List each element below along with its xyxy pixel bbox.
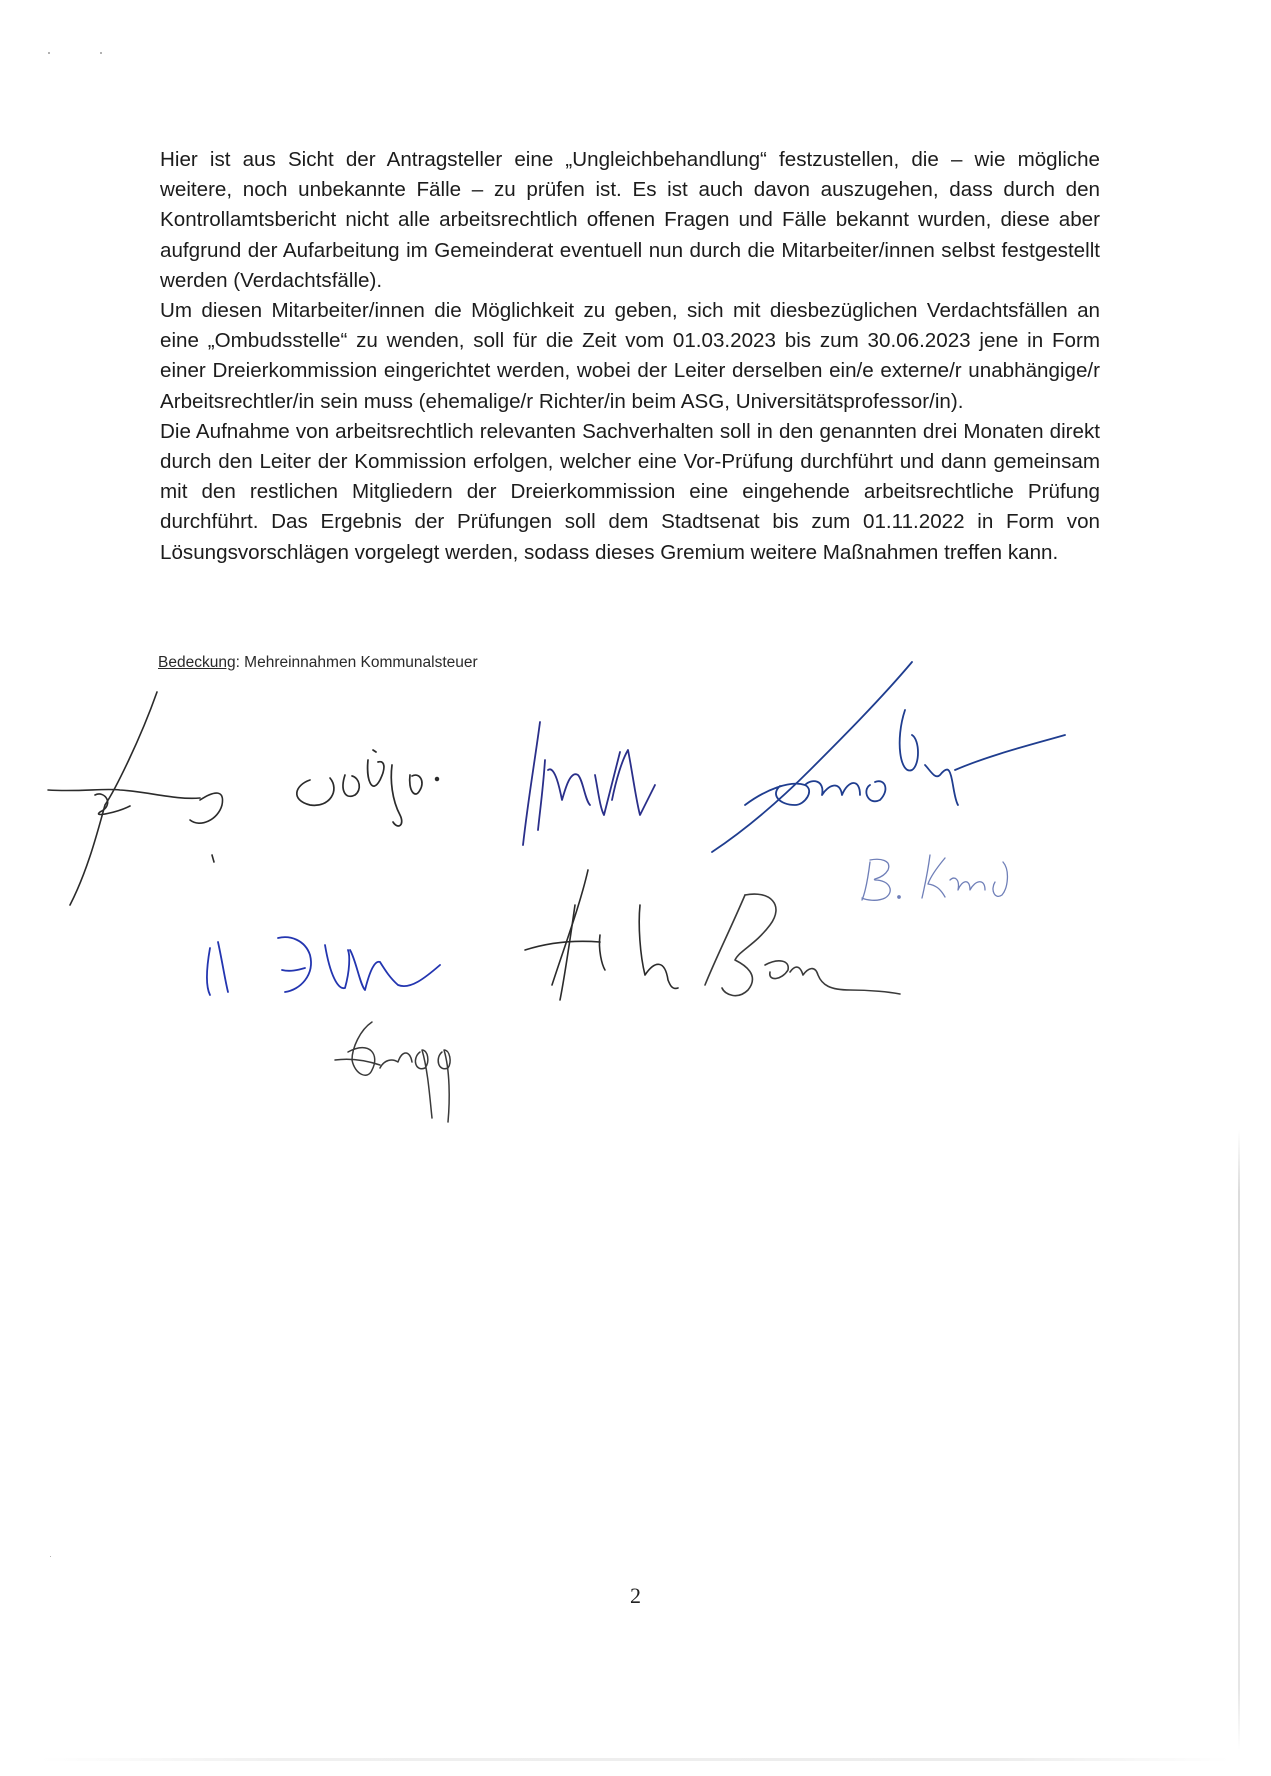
scan-edge (40, 1758, 1230, 1761)
signature-7 (525, 870, 678, 1000)
paragraph: Die Aufnahme von arbeitsrechtlich relevanten Sachverhalten soll in den genannten drei Monaten direkt durch den Leiter der Kommission erfolgen, welcher eine Vor-Prüfung durchführt und dann gemeinsam mit den restlichen Mitgliedern der Dreierkommission eine eingehende arbeitsrechtliche Prüfung durchführt. Das Ergebnis der Prüfungen soll dem Stadtsenat bis zum 01.11.2022 in Form von Lösungsvorschlägen vorgelegt werden, sodass dieses Gremium weitere Maßnahmen treffen kann. (160, 419, 1100, 564)
coverage-note (158, 654, 478, 672)
page-number: 2 (630, 1583, 641, 1608)
signature-9 (335, 1022, 450, 1122)
coverage-separator: : (235, 654, 240, 671)
signature-4 (712, 662, 1065, 852)
scan-speck (50, 1556, 51, 1557)
coverage-label: Bedeckung (158, 654, 236, 671)
signature-2 (297, 750, 439, 826)
scan-speck (100, 52, 102, 54)
signature-5 (862, 855, 1007, 900)
document-body (160, 145, 1100, 568)
scan-edge (1238, 1130, 1240, 1750)
paragraph: Hier ist aus Sicht der Antragsteller eine „Ungleichbehandlung“ festzustellen, die – wie mögliche weitere, noch unbekannte Fälle – zu prüfen ist. Es ist auch davon auszugehen, dass durch den Kontrollamtsbericht nicht alle arbeitsrechtlich offenen Fragen und Fälle bekannt wurden, diese aber aufgrund der Aufarbeitung im Gemeinderat eventuell nun durch die Mitarbeiter/innen selbst festgestellt werden (Verdachtsfälle). (160, 148, 1100, 292)
scan-speck (48, 52, 50, 54)
coverage-value: Mehreinnahmen Kommunalsteuer (239, 654, 478, 671)
signature-3 (523, 722, 655, 845)
signature-6 (207, 937, 440, 995)
paragraph: Um diesen Mitarbeiter/innen die Möglichkeit zu geben, sich mit diesbezüglichen Verdachtsfällen an eine „Ombudsstelle“ zu wenden, soll für die Zeit vom 01.03.2023 bis zum 30.06.2023 jene in Form einer Dreierkommission eingerichtet werden, wobei der Leiter derselben ein/e externe/r unabhängige/r Arbeitsrechtler/in sein muss (ehemalige/r Richter/in beim ASG, Universitätsprofessor/in). (160, 299, 1100, 413)
signature-1 (48, 692, 223, 905)
signature-8 (705, 894, 900, 996)
